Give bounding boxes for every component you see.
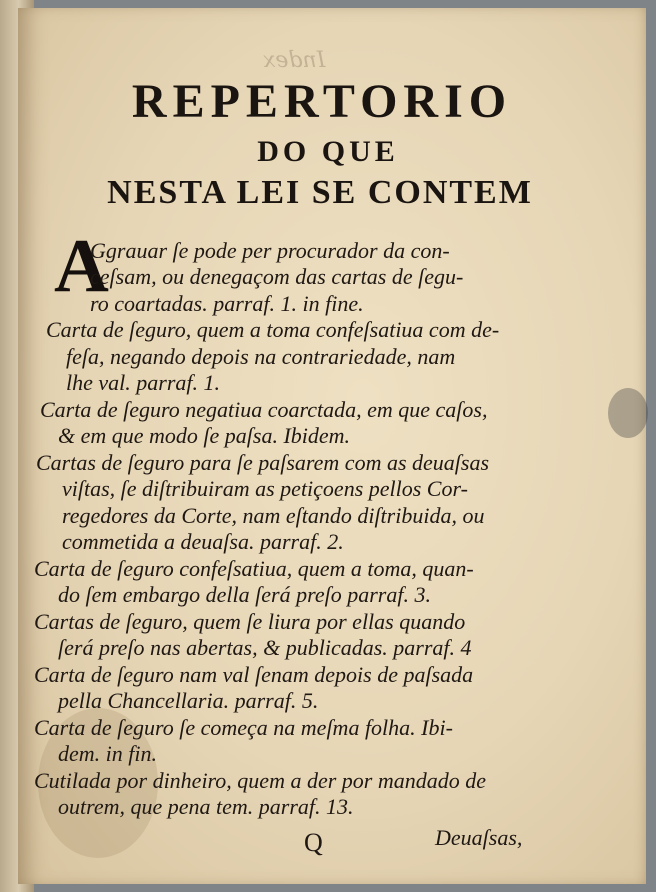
entry-line: Carta de ſeguro nam val ſenam depois de paſsada [34,662,474,687]
entry-line: viſtas, ſe diſtribuiram as petiçoens pellos Cor- [62,476,468,501]
book-page [18,8,646,884]
entry-line: regedores da Corte, nam eſtando diſtribuida, ou [62,503,485,528]
entry-line: feſa, negando depois na contrariedade, nam [66,344,456,369]
entry-line: Carta de ſeguro confeſsatiua, quem a toma, quan- [34,556,474,581]
index-entries [18,8,646,884]
catchword: Deuaſsas, [435,825,523,850]
drop-capital: A [54,224,109,308]
entry-line: ro coartadas. parraf. 1. in fine. [90,291,364,316]
entry-line: & em que modo ſe paſsa. Ibidem. [58,423,351,448]
entry-line: Cutilada por dinheiro, quem a der por mandado de [34,768,486,793]
entry-line: ceſsam, ou denegaçom das cartas de ſegu- [90,264,464,289]
entry-line: commetida a deuaſsa. parraf. 2. [62,529,344,554]
entry-line: Carta de ſeguro negatiua coarctada, em que caſos, [40,397,488,422]
entry-line: Cartas de ſeguro para ſe paſsarem com as deuaſsas [36,450,490,475]
entry-line: outrem, que pena tem. parraf. 13. [58,794,354,819]
entry-line: do ſem embargo della ſerá preſo parraf. 3. [58,582,431,607]
signature-mark: Q [304,828,323,857]
page-subtitle: DO QUE [257,135,399,168]
entry-line: Carta de ſeguro, quem a toma confeſsatiua com de- [46,317,500,342]
entry-line: Carta de ſeguro ſe começa na meſma folha. Ibi- [34,715,453,740]
entry-line: dem. in fin. [58,741,157,766]
entry-line: ſerá preſo nas abertas, & publicadas. parraf. 4 [58,635,472,660]
page-title: REPERTORIO [131,75,513,128]
entry-line: lhe val. parraf. 1. [66,370,220,395]
entry-line: pella Chancellaria. parraf. 5. [58,688,319,713]
entry-line: Ggrauar ſe pode per procurador da con- [90,238,450,263]
bleed-through-text: Index [263,48,326,73]
entry-line: Cartas de ſeguro, quem ſe liura por ellas quando [34,609,466,634]
page-subtitle-2: NESTA LEI SE CONTEM [107,174,533,211]
